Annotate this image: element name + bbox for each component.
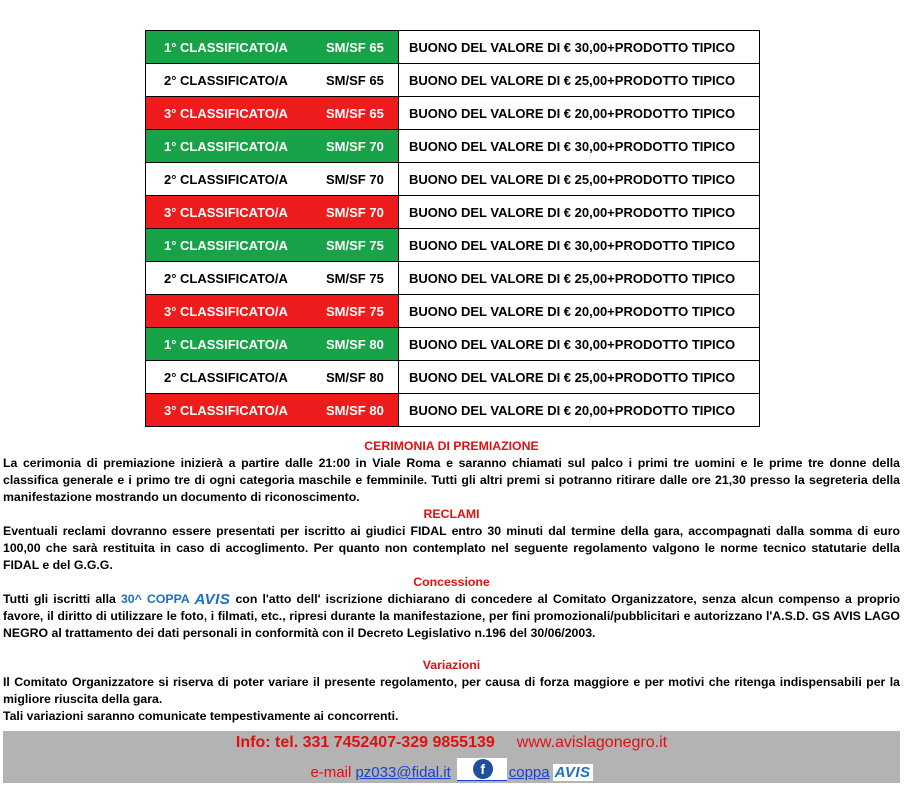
prize-cell: BUONO DEL VALORE DI € 30,00+PRODOTTO TIPICO — [399, 130, 760, 163]
variations-title: Variazioni — [422, 658, 481, 672]
prize-row — [146, 130, 760, 163]
category-cell: SM/SF 80 — [326, 361, 399, 394]
prize-cell: BUONO DEL VALORE DI € 30,00+PRODOTTO TIPICO — [399, 229, 760, 262]
concession-body-prefix: Tutti gli iscritti alla — [3, 592, 121, 606]
category-cell: SM/SF 80 — [326, 328, 399, 361]
rank-cell: 1° CLASSIFICATO/A — [146, 31, 327, 64]
category-cell: SM/SF 65 — [326, 97, 399, 130]
rank-cell: 2° CLASSIFICATO/A — [146, 163, 327, 196]
prize-cell: BUONO DEL VALORE DI € 25,00+PRODOTTO TIPICO — [399, 163, 760, 196]
prize-row — [146, 163, 760, 196]
rank-cell: 1° CLASSIFICATO/A — [146, 229, 327, 262]
contact-footer — [3, 731, 900, 783]
concession-body — [3, 591, 900, 642]
prize-cell: BUONO DEL VALORE DI € 20,00+PRODOTTO TIPICO — [399, 394, 760, 427]
regulation-text — [3, 438, 900, 725]
prize-cell: BUONO DEL VALORE DI € 25,00+PRODOTTO TIPICO — [399, 361, 760, 394]
concession-title: Concessione — [413, 575, 490, 589]
rank-cell: 3° CLASSIFICATO/A — [146, 196, 327, 229]
avis-footer-logo-icon: AVIS — [554, 764, 591, 781]
category-cell: SM/SF 70 — [326, 163, 399, 196]
prize-cell: BUONO DEL VALORE DI € 25,00+PRODOTTO TIPICO — [399, 262, 760, 295]
prize-row — [146, 394, 760, 427]
complaints-body: Eventuali reclami dovranno essere presentati per iscritto ai giudici FIDAL entro 30 minuti dal termine della gara, accompagnati dalla somma di euro 100,00 che sarà restituita in caso di accoglimento. Per quanto non contemplato nel seguente regolamento valgono le norme tecnico statutarie della FIDAL e del G.G.G. — [3, 524, 900, 572]
variations-body-2: Tali variazioni saranno comunicate tempestivamente ai concorrenti. — [3, 709, 399, 723]
rank-cell: 3° CLASSIFICATO/A — [146, 295, 327, 328]
ceremony-body: La cerimonia di premiazione inizierà a partire dalle 21:00 in Viale Roma e saranno chiamati sul palco i primi tre uomini e le prime tre donne della classifica generale e i primo tre di ogni categoria maschile e femminile. Tutti gli altri premi si potranno ritirare dalle ore 21,30 presso la segreteria della manifestazione mostrando un documento di riconoscimento. — [3, 456, 900, 504]
info-phone: Info: tel. 331 7452407-329 9855139 — [235, 734, 495, 751]
email-label: e-mail — [310, 764, 356, 781]
rank-cell: 2° CLASSIFICATO/A — [146, 262, 327, 295]
prize-row — [146, 31, 760, 64]
rank-cell: 2° CLASSIFICATO/A — [146, 64, 327, 97]
prize-cell: BUONO DEL VALORE DI € 20,00+PRODOTTO TIPICO — [399, 196, 760, 229]
category-cell: SM/SF 75 — [326, 262, 399, 295]
prize-row — [146, 295, 760, 328]
prize-cell: BUONO DEL VALORE DI € 30,00+PRODOTTO TIPICO — [399, 31, 760, 64]
prize-row — [146, 262, 760, 295]
website-link[interactable]: www.avislagonegro.it — [516, 734, 668, 751]
category-cell: SM/SF 65 — [326, 31, 399, 64]
rank-cell: 1° CLASSIFICATO/A — [146, 130, 327, 163]
rank-cell: 3° CLASSIFICATO/A — [146, 97, 327, 130]
prize-row — [146, 229, 760, 262]
prize-row — [146, 196, 760, 229]
facebook-icon: f — [473, 759, 493, 779]
prize-cell: BUONO DEL VALORE DI € 20,00+PRODOTTO TIPICO — [399, 97, 760, 130]
ceremony-title: CERIMONIA DI PREMIAZIONE — [364, 439, 539, 453]
prize-row — [146, 328, 760, 361]
category-cell: SM/SF 75 — [326, 295, 399, 328]
footer-line-info — [3, 734, 900, 752]
avis-logo-icon: AVIS — [194, 591, 231, 608]
prize-row — [146, 97, 760, 130]
footer-line-contacts — [3, 758, 900, 781]
coppa-highlight: 30^ COPPA — [120, 592, 190, 606]
rank-cell: 2° CLASSIFICATO/A — [146, 361, 327, 394]
rank-cell: 3° CLASSIFICATO/A — [146, 394, 327, 427]
prize-row — [146, 64, 760, 97]
complaints-title: RECLAMI — [423, 507, 480, 521]
category-cell: SM/SF 65 — [326, 64, 399, 97]
prize-table-body — [146, 31, 760, 427]
category-cell: SM/SF 75 — [326, 229, 399, 262]
facebook-link[interactable] — [457, 758, 507, 781]
variations-body: Il Comitato Organizzatore si riserva di poter variare il presente regolamento, per causa di forza maggiore e per motivi che ritenga indispensabili per la migliore riuscita della gara. — [3, 675, 900, 706]
prize-row — [146, 361, 760, 394]
rank-cell: 1° CLASSIFICATO/A — [146, 328, 327, 361]
coppa-link[interactable]: coppa — [508, 764, 550, 781]
concession-body-suffix: con l'atto dell' iscrizione dichiarano di concedere al Comitato Organizzatore, senza alcun compenso a proprio favore, il diritto di utilizzare le foto, i filmati, etc., ripresi durante la manifestazione, per fini promozionali/pubblicitari e autorizzano l'A.S.D. GS AVIS LAGO NEGRO al trattamento dei dati personali in conformità con il Decreto Legislativo n.196 del 30/06/2003. — [3, 592, 900, 640]
prize-cell: BUONO DEL VALORE DI € 25,00+PRODOTTO TIPICO — [399, 64, 760, 97]
category-cell: SM/SF 80 — [326, 394, 399, 427]
email-link[interactable]: pz033@fidal.it — [355, 764, 451, 781]
prize-cell: BUONO DEL VALORE DI € 30,00+PRODOTTO TIPICO — [399, 328, 760, 361]
category-cell: SM/SF 70 — [326, 196, 399, 229]
category-cell: SM/SF 70 — [326, 130, 399, 163]
prize-cell: BUONO DEL VALORE DI € 20,00+PRODOTTO TIPICO — [399, 295, 760, 328]
prize-table — [145, 30, 760, 427]
